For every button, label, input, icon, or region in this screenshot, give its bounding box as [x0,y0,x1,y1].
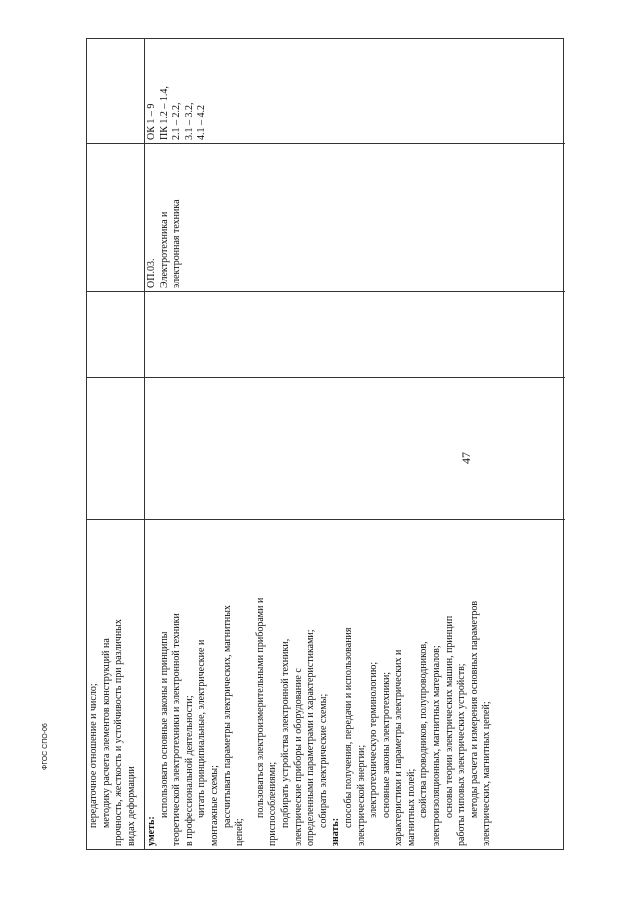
text-line: подбирать устройства электронной техники, [279,638,291,828]
competency-code: 3.1 – 3.2, [183,102,195,140]
text-line: видах деформации [125,766,137,846]
text-line: способы получения, передачи и использования [342,627,354,828]
discipline-cell [145,143,565,291]
text-line: электрических, магнитных цепей; [481,701,493,846]
page-number: 47 [459,452,473,464]
text-line: свойства проводников, полупроводников, [418,641,430,818]
skills-heading: уметь: [146,816,157,846]
text-line: характеристики и параметры электрических и [393,649,405,846]
content-cell [87,519,144,849]
text-line: передаточное отношение и число; [88,683,99,828]
text-line: пользоваться электроизмерительными приборами и [254,597,266,818]
text-line: электроизоляционных, магнитных материалов; [431,645,443,846]
text-line: магнитных полей; [405,768,417,846]
text-line: прочность, жесткость и устойчивость при различных [113,619,125,846]
text-line: определенными параметрами и характеристиками; [305,629,317,846]
text-line: монтажные схемы; [208,765,220,846]
footer-label: ФГОС СПО-06 [42,723,49,770]
text-line: читать принципиальные, электрические и [196,639,208,818]
table-row-continuation [87,39,145,849]
text-line: методы расчета и измерения основных параметров [468,600,480,818]
competency-code: 4.1 – 4.2 [196,105,208,140]
empty-cell [87,291,144,377]
text-line: электротехническую терминологию; [368,661,380,818]
competency-table [86,38,564,850]
empty-cell [145,377,565,519]
discipline-name-line: электронная техника [171,199,183,288]
text-line: в профессиональной деятельности; [183,695,195,846]
content-cell [145,519,565,849]
table-row-op03 [145,39,565,849]
discipline-name-line: Электротехника и [158,211,170,288]
text-line: цепей; [234,818,246,846]
text-line: основы теории электрических машин, принцип [443,615,455,818]
competency-code: ОК 1 – 9 [146,103,157,140]
empty-cell [145,291,565,377]
discipline-code: ОП.03. [146,258,157,288]
text-line: методику расчета элементов конструкций на [100,638,112,828]
text-line: электрической энергии; [355,744,367,846]
spacer [247,523,255,846]
text-line: собирать электрические схемы; [317,693,329,828]
knowledge-heading: знать: [330,817,342,846]
text-line: работы типовых электрических устройств; [456,663,468,846]
competency-code: 2.1 – 2.2, [171,102,183,140]
text-line: электрические приборы и оборудование с [292,668,304,846]
empty-cell [87,143,144,291]
text-line: теоретической электротехники и электронной техники [171,613,183,846]
empty-cell [87,37,144,143]
text-line: рассчитывать параметры электрических, магнитных [221,605,233,828]
text-line: основные законы электротехники; [380,671,392,818]
text-line: использовать основные законы и принципы [158,631,170,818]
text-line: приспособлениями; [267,761,279,846]
competency-cell [145,37,565,143]
competency-code: ПК 1.2 – 1.4, [158,86,170,140]
empty-cell [87,377,144,519]
